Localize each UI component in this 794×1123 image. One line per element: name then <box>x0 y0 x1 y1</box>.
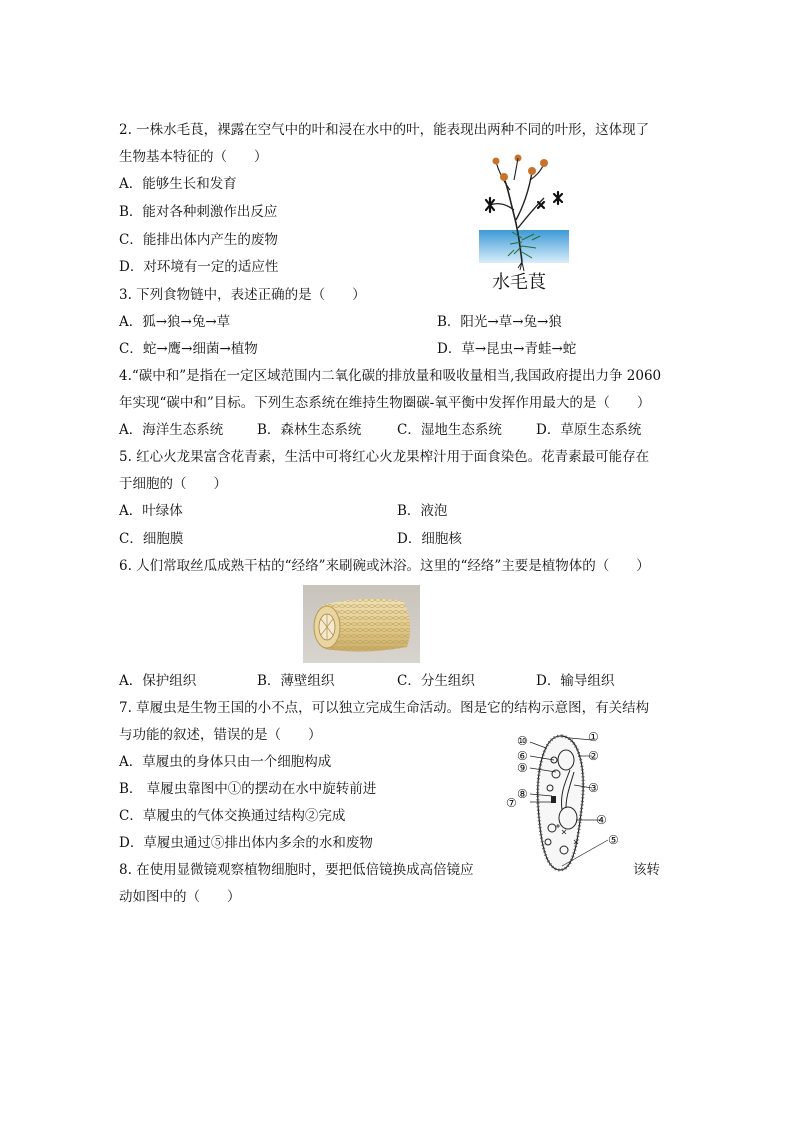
q3-option-d: D．草→昆虫→青蛙→蛇 <box>437 341 577 357</box>
q6-option-b: B．薄壁组织 <box>257 673 335 689</box>
q3-option-c: C．蛇→鹰→细菌→植物 <box>119 341 258 357</box>
label-4: ④ <box>596 813 607 827</box>
q4-option-b: B．森林生态系统 <box>257 422 362 438</box>
label-3: ③ <box>588 781 599 795</box>
q2-option-d: D．对环境有一定的适应性 <box>119 259 279 275</box>
q6-stem: 6. 人们常取丝瓜成熟干枯的“经络”来刷碗或沐浴。这里的“经络”主要是植物体的（ ） <box>119 558 650 574</box>
q4-option-a: A．海洋生态系统 <box>119 422 224 438</box>
q5-option-b: B．液泡 <box>397 503 448 519</box>
q7-option-c: C．草履虫的气体交换通过结构②完成 <box>119 808 346 824</box>
q2-option-a: A．能够生长和发育 <box>119 176 237 192</box>
q8-stem-line1-part2: 该转 <box>633 862 660 878</box>
q4-stem-line1: 4.“碳中和”是指在一定区域范围内二氧化碳的排放量和吸收量相当,我国政府提出力争 2060 <box>119 368 662 384</box>
q7-stem-line1: 7. 草履虫是生物王国的小不点，可以独立完成生命活动。图是它的结构示意图，有关结构 <box>119 700 650 716</box>
label-7: ⑦ <box>506 796 517 810</box>
q4-stem-line2: 年实现“碳中和”目标。下列生态系统在维持生物圈碳-氧平衡中发挥作用最大的是（ ） <box>119 395 651 411</box>
q3-option-b: B．阳光→草→兔→狼 <box>437 314 562 330</box>
q2-option-c: C．能排出体内产生的废物 <box>119 232 278 248</box>
label-9: ⑨ <box>517 761 528 775</box>
q5-stem-line1: 5. 红心火龙果富含花青素，生活中可将红心火龙果榨汁用于面食染色。花青素最可能存在 <box>119 449 650 465</box>
q4-option-c: C．湿地生态系统 <box>397 422 502 438</box>
q6-option-a: A．保护组织 <box>119 673 197 689</box>
q4-option-d: D．草原生态系统 <box>536 422 642 438</box>
label-10: ⑩ <box>517 734 528 748</box>
q7-stem-line2: 与功能的叙述，错误的是（ ） <box>119 727 322 743</box>
q3-stem: 3. 下列食物链中，表述正确的是（ ） <box>119 287 366 303</box>
q8-stem-line2: 动如图中的（ ） <box>119 889 241 905</box>
q2-stem-line1: 2. 一株水毛茛，裸露在空气中的叶和浸在水中的叶，能表现出两种不同的叶形，这体现了 <box>119 122 650 138</box>
q5-stem-line2: 于细胞的（ ） <box>119 476 227 492</box>
label-1: ① <box>588 730 599 744</box>
q3-option-a: A．狐→狼→兔→草 <box>119 314 231 330</box>
q5-option-a: A．叶绿体 <box>119 503 183 519</box>
water-buttercup-caption: 水毛茛 <box>492 272 546 293</box>
q6-option-c: C．分生组织 <box>397 673 475 689</box>
water-buttercup-figure <box>474 150 574 300</box>
q5-option-c: C．细胞膜 <box>119 531 184 547</box>
q2-stem-line2: 生物基本特征的（ ） <box>119 149 268 165</box>
q7-option-b: B． 草履虫靠图中①的摆动在水中旋转前进 <box>119 781 377 797</box>
q2-option-b: B．能对各种刺激作出反应 <box>119 204 278 220</box>
q7-option-d: D．草履虫通过⑤排出体内多余的水和废物 <box>119 835 373 851</box>
q8-stem-line1-part1: 8. 在使用显微镜观察植物细胞时，要把低倍镜换成高倍镜应 <box>119 862 474 878</box>
label-6: ⑥ <box>517 749 528 763</box>
loofah-illustration <box>303 585 420 663</box>
q6-option-d: D．输导组织 <box>536 673 615 689</box>
label-8: ⑧ <box>517 787 528 801</box>
paramecium-diagram <box>500 730 630 880</box>
loofah-photo <box>303 585 420 663</box>
q7-option-a: A．草履虫的身体只由一个细胞构成 <box>119 754 332 770</box>
label-5: ⑤ <box>608 833 619 847</box>
label-2: ② <box>588 749 599 763</box>
q5-option-d: D．细胞核 <box>397 531 462 547</box>
